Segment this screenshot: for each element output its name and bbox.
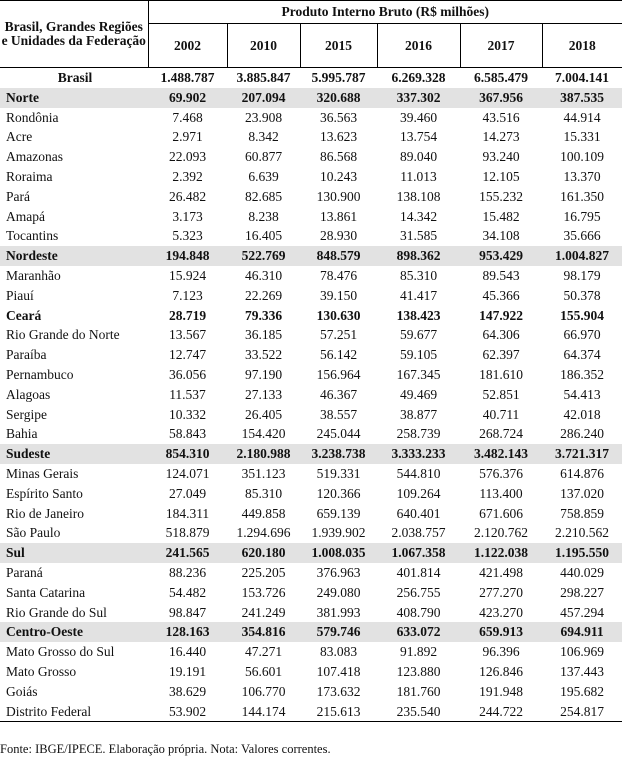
value-cell: 78.476: [319, 267, 358, 283]
row-label: Distrito Federal: [0, 702, 148, 722]
table-header: [0, 1, 622, 68]
value-cell: 2.971: [172, 129, 203, 145]
value-cell: 1.195.550: [542, 543, 622, 563]
row-label: Alagoas: [6, 386, 51, 402]
value-cell: 106.969: [560, 644, 604, 660]
value-cell: 59.105: [399, 347, 438, 363]
gdp-group-header: Produto Interno Bruto (R$ milhões): [148, 1, 622, 24]
value-cell: 640.401: [396, 505, 441, 521]
value-cell: 124.071: [165, 465, 210, 481]
row-label: Roraima: [6, 168, 53, 184]
value-cell: 11.013: [400, 168, 437, 184]
year-header: 2015: [300, 24, 377, 68]
table-row: [0, 345, 622, 365]
table-row: [0, 622, 622, 642]
value-cell: 1.008.035: [300, 543, 377, 563]
value-cell: 421.498: [479, 564, 523, 580]
value-cell: 6.585.479: [474, 70, 528, 85]
value-cell: 138.108: [396, 188, 441, 204]
value-cell: 36.056: [168, 366, 207, 382]
value-cell: 215.613: [300, 702, 377, 722]
row-label: Bahia: [6, 426, 38, 442]
value-cell: 401.814: [396, 564, 441, 580]
value-cell: 33.522: [244, 347, 283, 363]
year-header: 2002: [148, 24, 227, 68]
value-cell: 38.557: [319, 406, 358, 422]
value-cell: 41.417: [399, 287, 438, 303]
value-cell: 256.755: [396, 584, 441, 600]
value-cell: 123.880: [396, 663, 441, 679]
row-label: Rio de Janeiro: [6, 505, 84, 521]
value-cell: 58.843: [168, 426, 207, 442]
table-row: [0, 444, 622, 464]
value-cell: 19.191: [168, 663, 207, 679]
row-label: Paraná: [6, 564, 43, 580]
table-row: [0, 207, 622, 227]
value-cell: 1.488.787: [160, 70, 215, 85]
value-cell: 46.310: [244, 267, 283, 283]
table-row: [0, 464, 622, 484]
value-cell: 181.760: [396, 683, 441, 699]
value-cell: 36.563: [319, 109, 358, 125]
value-cell: 320.688: [300, 88, 377, 108]
value-cell: 54.413: [563, 386, 601, 402]
value-cell: 138.423: [396, 307, 441, 323]
value-cell: 12.105: [482, 168, 520, 184]
row-label: Brasil: [57, 70, 93, 85]
row-label: Espírito Santo: [6, 485, 83, 501]
value-cell: 38.877: [399, 406, 438, 422]
value-cell: 64.306: [482, 327, 520, 343]
row-label: Mato Grosso do Sul: [6, 644, 115, 660]
value-cell: 47.271: [244, 644, 283, 660]
value-cell: 16.440: [168, 644, 207, 660]
value-cell: 268.724: [479, 426, 523, 442]
table-row: [0, 603, 622, 623]
value-cell: 26.405: [244, 406, 283, 422]
value-cell: 85.310: [399, 267, 438, 283]
row-label: Acre: [6, 129, 33, 145]
value-cell: 848.579: [300, 246, 377, 266]
row-label: Rio Grande do Sul: [6, 604, 107, 620]
value-cell: 161.350: [560, 188, 604, 204]
value-cell: 130.630: [316, 307, 361, 323]
value-cell: 8.342: [248, 129, 279, 145]
value-cell: 1.939.902: [311, 525, 366, 541]
value-cell: 13.861: [319, 208, 358, 224]
row-label: Centro-Oeste: [0, 622, 148, 642]
row-label: Paraíba: [6, 347, 47, 363]
value-cell: 12.747: [168, 347, 207, 363]
value-cell: 14.273: [482, 129, 520, 145]
value-cell: 153.726: [241, 584, 286, 600]
table-row: [0, 504, 622, 524]
value-cell: 98.847: [168, 604, 207, 620]
value-cell: 544.810: [396, 465, 441, 481]
value-cell: 258.739: [396, 426, 441, 442]
value-cell: 36.185: [244, 327, 283, 343]
table-row: [0, 484, 622, 504]
value-cell: 54.482: [168, 584, 207, 600]
value-cell: 620.180: [227, 543, 300, 563]
value-cell: 15.482: [482, 208, 520, 224]
row-label: Amazonas: [6, 149, 63, 165]
value-cell: 241.565: [148, 543, 227, 563]
row-label: Nordeste: [0, 246, 148, 266]
value-cell: 2.180.988: [227, 444, 300, 464]
value-cell: 107.418: [316, 663, 361, 679]
table-row: [0, 167, 622, 187]
row-label: Sul: [0, 543, 148, 563]
value-cell: 2.392: [172, 168, 203, 184]
value-cell: 44.914: [563, 109, 601, 125]
value-cell: 23.908: [244, 109, 283, 125]
value-cell: 423.270: [479, 604, 523, 620]
table-row: [0, 385, 622, 405]
value-cell: 31.585: [399, 228, 438, 244]
value-cell: 184.311: [165, 505, 210, 521]
value-cell: 22.269: [244, 287, 283, 303]
value-cell: 249.080: [316, 584, 361, 600]
value-cell: 351.123: [241, 465, 286, 481]
table-row: [0, 108, 622, 128]
value-cell: 2.038.757: [391, 525, 446, 541]
value-cell: 337.302: [377, 88, 460, 108]
value-cell: 16.405: [244, 228, 283, 244]
table-row: [0, 543, 622, 563]
value-cell: 953.429: [460, 246, 542, 266]
value-cell: 34.108: [482, 228, 520, 244]
row-label: Ceará: [6, 307, 42, 323]
value-cell: 109.264: [396, 485, 441, 501]
value-cell: 43.516: [482, 109, 520, 125]
value-cell: 52.851: [482, 386, 520, 402]
value-cell: 128.163: [148, 622, 227, 642]
value-cell: 69.902: [148, 88, 227, 108]
value-cell: 659.139: [316, 505, 361, 521]
value-cell: 8.238: [248, 208, 279, 224]
value-cell: 6.269.328: [391, 70, 446, 85]
value-cell: 66.970: [563, 327, 601, 343]
value-cell: 519.331: [316, 465, 361, 481]
value-cell: 98.179: [563, 267, 601, 283]
row-label: Sergipe: [6, 406, 47, 422]
corner-header: Brasil, Grandes Regiões e Unidades da Federação: [0, 1, 148, 68]
table-row: [0, 365, 622, 385]
value-cell: 387.535: [542, 88, 622, 108]
value-cell: 28.719: [168, 307, 207, 323]
value-cell: 5.323: [172, 228, 203, 244]
value-cell: 15.331: [563, 129, 601, 145]
row-label: Piauí: [6, 287, 34, 303]
table-row: [0, 325, 622, 345]
value-cell: 27.133: [244, 386, 283, 402]
value-cell: 1.004.827: [542, 246, 622, 266]
value-cell: 91.892: [399, 644, 438, 660]
table-row: [0, 127, 622, 147]
value-cell: 49.469: [399, 386, 438, 402]
source-note: Fonte: IBGE/IPECE. Elaboração própria. Nota: Valores correntes.: [0, 742, 331, 756]
value-cell: 155.232: [479, 188, 523, 204]
value-cell: 3.885.847: [236, 70, 291, 85]
value-cell: 39.460: [399, 109, 438, 125]
row-label: Santa Catarina: [6, 584, 86, 600]
value-cell: 5.995.787: [311, 70, 366, 85]
row-label: São Paulo: [6, 525, 61, 541]
value-cell: 3.238.738: [300, 444, 377, 464]
table-row: [0, 68, 622, 88]
value-cell: 35.666: [563, 228, 601, 244]
value-cell: 13.370: [563, 168, 601, 184]
value-cell: 89.040: [399, 149, 438, 165]
value-cell: 14.342: [399, 208, 438, 224]
table-row: [0, 246, 622, 266]
value-cell: 106.770: [241, 683, 286, 699]
value-cell: 167.345: [396, 366, 441, 382]
value-cell: 367.956: [460, 88, 542, 108]
value-cell: 186.352: [560, 366, 604, 382]
value-cell: 2.120.762: [474, 525, 528, 541]
value-cell: 59.677: [399, 327, 438, 343]
row-label: Minas Gerais: [6, 465, 79, 481]
row-label: Mato Grosso: [6, 663, 77, 679]
table-body: [0, 68, 622, 722]
value-cell: 13.754: [399, 129, 438, 145]
value-cell: 244.722: [460, 702, 542, 722]
year-header: 2018: [542, 24, 622, 68]
value-cell: 62.397: [482, 347, 520, 363]
value-cell: 191.948: [479, 683, 523, 699]
value-cell: 28.930: [319, 228, 358, 244]
row-label: Tocantins: [6, 228, 59, 244]
table-row: [0, 405, 622, 425]
value-cell: 15.924: [168, 267, 207, 283]
value-cell: 46.367: [319, 386, 358, 402]
value-cell: 16.795: [563, 208, 601, 224]
value-cell: 898.362: [377, 246, 460, 266]
value-cell: 120.366: [316, 485, 361, 501]
row-label: Amapá: [6, 208, 45, 224]
value-cell: 1.067.358: [377, 543, 460, 563]
table-row: [0, 642, 622, 662]
value-cell: 449.858: [241, 505, 286, 521]
value-cell: 64.374: [563, 347, 601, 363]
value-cell: 97.190: [244, 366, 283, 382]
row-label: Pará: [6, 188, 30, 204]
table-row: [0, 187, 622, 207]
value-cell: 40.711: [482, 406, 520, 422]
value-cell: 579.746: [300, 622, 377, 642]
value-cell: 45.366: [482, 287, 520, 303]
value-cell: 195.682: [560, 683, 604, 699]
value-cell: 207.094: [227, 88, 300, 108]
value-cell: 241.249: [241, 604, 286, 620]
value-cell: 144.174: [227, 702, 300, 722]
value-cell: 181.610: [479, 366, 523, 382]
value-cell: 137.443: [560, 663, 604, 679]
table-row: [0, 662, 622, 682]
value-cell: 173.632: [316, 683, 361, 699]
value-cell: 659.913: [460, 622, 542, 642]
row-label: Rio Grande do Norte: [6, 327, 120, 343]
row-label: Rondônia: [6, 109, 59, 125]
table-row: [0, 286, 622, 306]
value-cell: 154.420: [241, 426, 286, 442]
value-cell: 671.606: [479, 505, 523, 521]
row-label: Norte: [0, 88, 148, 108]
row-label: Goiás: [6, 683, 38, 699]
value-cell: 576.376: [479, 465, 523, 481]
value-cell: 57.251: [319, 327, 358, 343]
value-cell: 130.900: [316, 188, 361, 204]
year-header: 2010: [227, 24, 300, 68]
value-cell: 56.601: [244, 663, 283, 679]
value-cell: 376.963: [316, 564, 361, 580]
value-cell: 6.639: [248, 168, 279, 184]
value-cell: 22.093: [168, 149, 207, 165]
value-cell: 39.150: [319, 287, 358, 303]
value-cell: 100.109: [560, 149, 604, 165]
year-header: 2017: [460, 24, 542, 68]
value-cell: 614.876: [560, 465, 604, 481]
value-cell: 13.623: [319, 129, 358, 145]
value-cell: 298.227: [560, 584, 604, 600]
value-cell: 11.537: [169, 386, 206, 402]
value-cell: 79.336: [244, 307, 283, 323]
value-cell: 86.568: [319, 149, 358, 165]
value-cell: 277.270: [479, 584, 523, 600]
value-cell: 286.240: [560, 426, 604, 442]
value-cell: 10.332: [168, 406, 207, 422]
year-header: 2016: [377, 24, 460, 68]
value-cell: 26.482: [168, 188, 207, 204]
value-cell: 50.378: [563, 287, 601, 303]
value-cell: 83.083: [319, 644, 358, 660]
value-cell: 113.400: [479, 485, 523, 501]
value-cell: 88.236: [168, 564, 207, 580]
value-cell: 126.846: [479, 663, 523, 679]
value-cell: 633.072: [377, 622, 460, 642]
value-cell: 245.044: [316, 426, 361, 442]
value-cell: 354.816: [227, 622, 300, 642]
value-cell: 3.721.317: [542, 444, 622, 464]
value-cell: 225.205: [241, 564, 286, 580]
value-cell: 85.310: [244, 485, 283, 501]
value-cell: 13.567: [168, 327, 207, 343]
value-cell: 1.294.696: [236, 525, 291, 541]
table-row: [0, 702, 622, 722]
value-cell: 82.685: [244, 188, 283, 204]
row-label: Maranhão: [6, 267, 61, 283]
table-row: [0, 226, 622, 246]
value-cell: 7.468: [172, 109, 203, 125]
table-row: [0, 88, 622, 108]
row-label: Sudeste: [0, 444, 148, 464]
value-cell: 53.902: [148, 702, 227, 722]
value-cell: 7.123: [172, 287, 203, 303]
value-cell: 2.210.562: [555, 525, 610, 541]
value-cell: 1.122.038: [460, 543, 542, 563]
value-cell: 89.543: [482, 267, 520, 283]
value-cell: 408.790: [396, 604, 441, 620]
table-row: [0, 563, 622, 583]
value-cell: 27.049: [168, 485, 207, 501]
value-cell: 758.859: [560, 505, 604, 521]
value-cell: 522.769: [227, 246, 300, 266]
value-cell: 254.817: [542, 702, 622, 722]
table-row: [0, 266, 622, 286]
value-cell: 7.004.141: [555, 70, 610, 85]
value-cell: 457.294: [560, 604, 604, 620]
table-row: [0, 424, 622, 444]
value-cell: 56.142: [319, 347, 358, 363]
value-cell: 381.993: [316, 604, 361, 620]
value-cell: 194.848: [148, 246, 227, 266]
value-cell: 93.240: [482, 149, 520, 165]
table-row: [0, 682, 622, 702]
value-cell: 3.482.143: [460, 444, 542, 464]
table-row: [0, 583, 622, 603]
row-label: Pernambuco: [6, 366, 74, 382]
value-cell: 137.020: [560, 485, 604, 501]
value-cell: 854.310: [148, 444, 227, 464]
value-cell: 10.243: [319, 168, 358, 184]
value-cell: 155.904: [560, 307, 604, 323]
value-cell: 235.540: [377, 702, 460, 722]
value-cell: 518.879: [165, 525, 210, 541]
table-row: [0, 147, 622, 167]
value-cell: 3.333.233: [377, 444, 460, 464]
value-cell: 156.964: [316, 366, 361, 382]
table-row: [0, 523, 622, 543]
value-cell: 42.018: [563, 406, 601, 422]
value-cell: 440.029: [560, 564, 604, 580]
value-cell: 60.877: [244, 149, 283, 165]
value-cell: 3.173: [172, 208, 203, 224]
value-cell: 96.396: [482, 644, 520, 660]
table-row: [0, 306, 622, 326]
value-cell: 694.911: [542, 622, 622, 642]
value-cell: 147.922: [479, 307, 523, 323]
value-cell: 38.629: [168, 683, 207, 699]
